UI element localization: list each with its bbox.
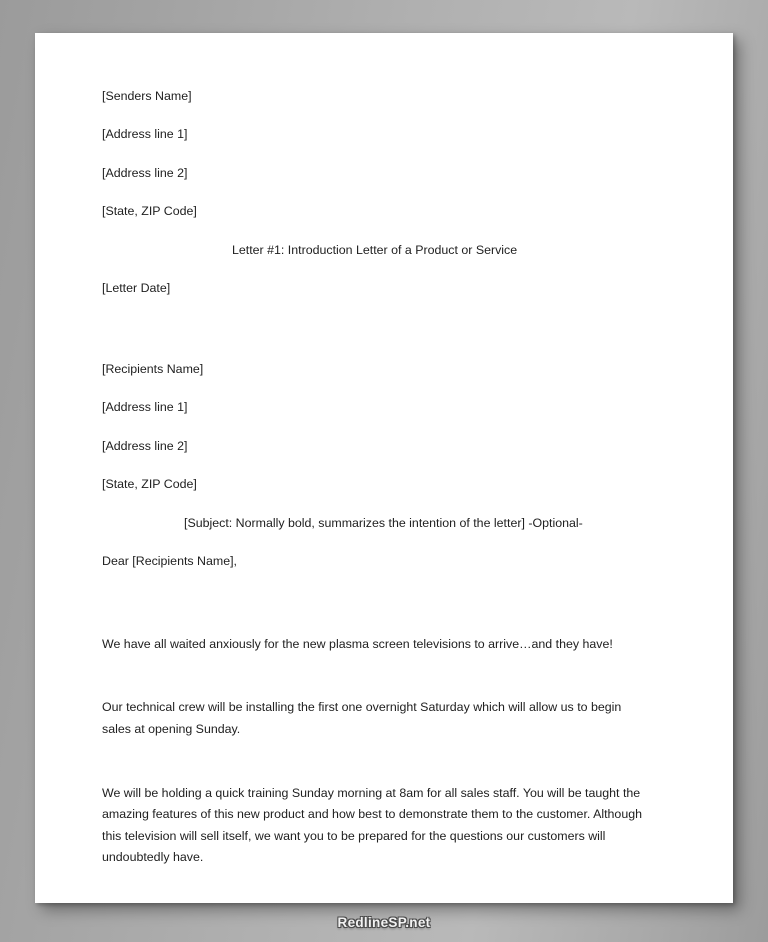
sender-name-line: [Senders Name] [102,89,192,103]
body-paragraph-3: We will be holding a quick training Sunday morning at 8am for all sales staff. You will be taught the amazing features of this new product and how best to demonstrate them to the customer. Although this television will sell itself, we want you to be prepared for the questions our customers will undoubtedly have. [102,785,642,865]
letter-content [102,88,691,869]
sender-address-line-1: [Address line 1] [102,127,188,142]
spacer-before-paragraph-2 [102,655,691,697]
letter-date-line: [Letter Date] [102,281,171,296]
recipient-address-line-1: [Address line 1] [102,400,188,415]
spacer-before-paragraph-3 [102,741,691,783]
subject-line: [Subject: Normally bold, summarizes the intention of the letter] -Optional- [184,515,583,530]
watermark-bar [0,903,768,942]
document-page [35,33,733,903]
watermark-label: RedlineSP.net [337,915,431,930]
spacer-after-date [102,319,691,361]
sender-state-zip-line: [State, ZIP Code] [102,204,197,219]
sender-address-line-2: [Address line 2] [102,165,188,180]
recipient-address-line-2: [Address line 2] [102,438,188,453]
recipient-state-zip-line: [State, ZIP Code] [102,477,197,492]
salutation-line: Dear [Recipients Name], [102,554,237,569]
recipient-name-line: [Recipients Name] [102,361,204,376]
body-paragraph-2: Our technical crew will be installing the first one overnight Saturday which will allow us to begin sales at opening Sunday. [102,700,622,736]
body-paragraph-1: We have all waited anxiously for the new plasma screen televisions to arrive…and they have! [102,636,613,651]
letter-title: Letter #1: Introduction Letter of a Product or Service [232,242,518,257]
spacer-before-paragraph-1 [102,592,691,634]
